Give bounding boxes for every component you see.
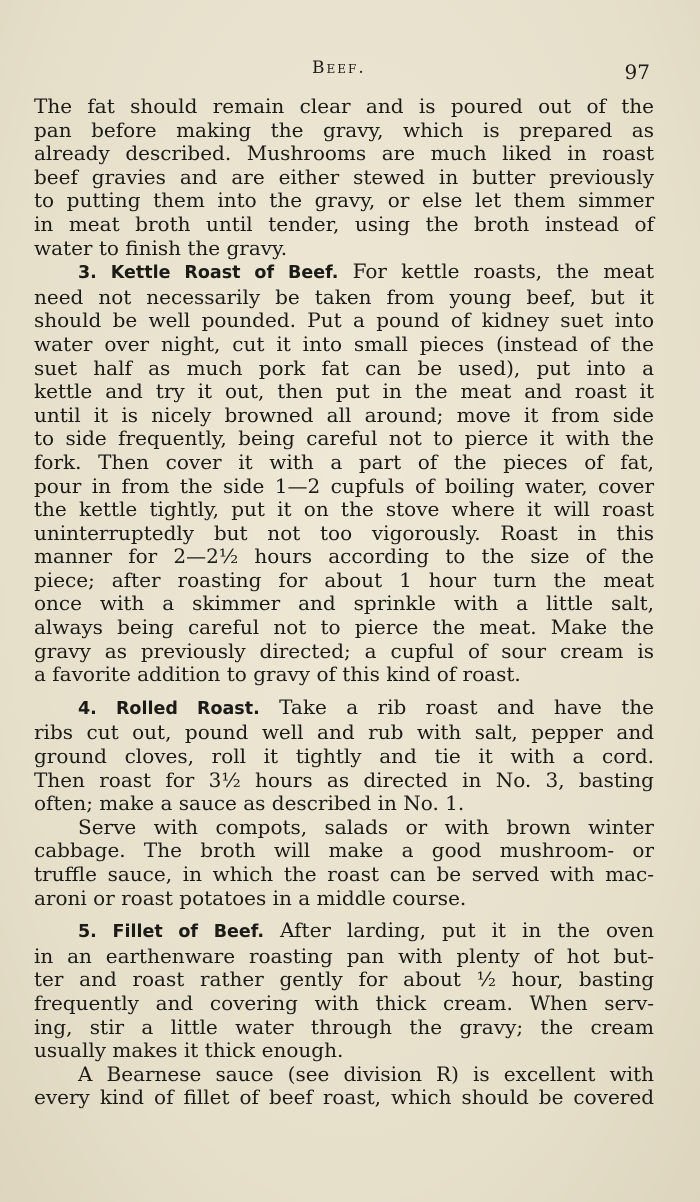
text-line: The fat should remain clear and is poured out of the: [34, 94, 654, 118]
section-rolled-roast: [34, 696, 654, 910]
text-line: a favorite addition to gravy of this kind of roast.: [34, 662, 521, 687]
section-fillet-of-beef: [34, 919, 654, 1110]
text-line: every kind of fillet of beef roast, which should be covered: [34, 1085, 654, 1110]
text-line: Serve with compots, salads or with brown winter: [78, 814, 654, 839]
text-line: piece; after roasting for about 1 hour turn the meat: [34, 567, 654, 592]
body-text: [34, 95, 654, 1110]
text-line: beef gravies and are either stewed in butter previously: [34, 164, 654, 189]
section-first-line-text: Take a rib roast and have the: [279, 694, 655, 719]
text-line: suet half as much pork fat can be used), put into a: [34, 355, 654, 380]
text-line: need not necessarily be taken from young beef, but it: [34, 284, 654, 309]
text-line: Then roast for 3½ hours as directed in No. 3, basting: [34, 767, 654, 792]
page-number: 97: [624, 60, 650, 84]
section-heading: 3. Kettle Roast of Beef.: [78, 263, 339, 284]
text-line: fork. Then cover it with a part of the pieces of fat,: [34, 449, 654, 474]
section-first-line-text: After larding, put it in the oven: [280, 918, 655, 943]
text-line: ter and roast rather gently for about ½ hour, basting: [34, 967, 654, 992]
text-line: kettle and try it out, then put in the meat and roast it: [34, 379, 654, 404]
text-line: truffle sauce, in which the roast can be served with mac-: [34, 862, 654, 886]
section-first-line: [34, 919, 654, 945]
text-line: gravy as previously directed; a cupful of sour cream is: [34, 638, 654, 663]
text-line: always being careful not to pierce the meat. Make the: [34, 615, 654, 640]
text-line: the kettle tightly, put it on the stove where it will roast: [34, 497, 654, 522]
text-line: A Bearnese sauce (see division R) is excellent with: [78, 1061, 654, 1086]
text-line: manner for 2—2½ hours according to the size of the: [34, 544, 654, 569]
text-line: uninterruptedly but not too vigorously. Roast in this: [34, 520, 654, 545]
text-line: water over night, cut it into small pieces (instead of the: [34, 331, 654, 356]
text-line: water to finish the gravy.: [34, 235, 288, 260]
page-header: [0, 58, 700, 88]
text-line: in an earthenware roasting pan with plenty of hot but-: [34, 943, 654, 968]
text-line: usually makes it thick enough.: [34, 1038, 344, 1063]
text-line: to side frequently, being careful not to pierce it with the: [34, 426, 654, 451]
running-head: Beef.: [312, 58, 366, 78]
text-line: until it is nicely browned all around; move it from side: [34, 402, 654, 427]
text-line: aroni or roast potatoes in a middle course.: [34, 885, 467, 910]
text-line: pour in from the side 1—2 cupfuls of boiling water, cover: [34, 473, 654, 498]
text-line: ing, stir a little water through the gravy; the cream: [34, 1014, 654, 1039]
text-line: once with a skimmer and sprinkle with a little salt,: [34, 591, 654, 616]
section-heading: 4. Rolled Roast.: [78, 698, 260, 719]
section-first-line: [34, 696, 654, 722]
text-line: ground cloves, roll it tightly and tie it with a cord.: [34, 744, 654, 769]
text-line: cabbage. The broth will make a good mushroom- or: [34, 838, 654, 863]
text-line: already described. Mushrooms are much liked in roast: [34, 141, 654, 166]
text-line: to putting them into the gravy, or else let them simmer: [34, 188, 654, 213]
section-first-line-text: For kettle roasts, the meat: [352, 259, 654, 284]
section-heading: 5. Fillet of Beef.: [78, 922, 265, 943]
text-line: should be well pounded. Put a pound of kidney suet into: [34, 308, 654, 333]
text-line: often; make a sauce as described in No. 1.: [34, 791, 465, 816]
text-line: frequently and covering with thick cream. When serv-: [34, 990, 654, 1015]
text-line: pan before making the gravy, which is prepared as: [34, 117, 654, 142]
section-kettle-roast: [34, 260, 654, 687]
text-line: in meat broth until tender, using the broth instead of: [34, 211, 654, 236]
section-first-line: [34, 260, 654, 286]
intro-paragraph: [34, 95, 654, 260]
text-line: ribs cut out, pound well and rub with salt, pepper and: [34, 720, 654, 745]
